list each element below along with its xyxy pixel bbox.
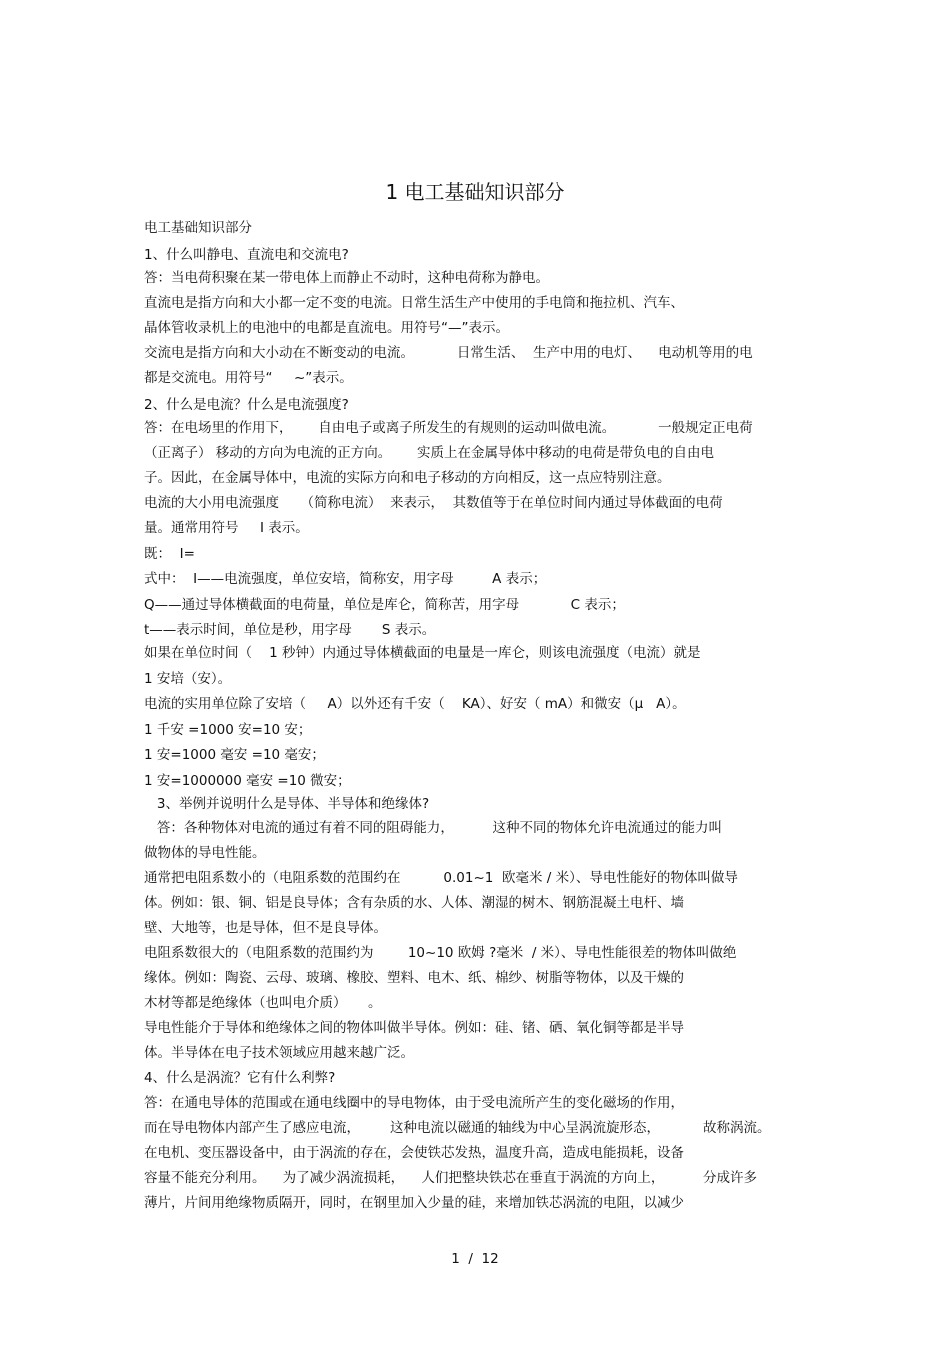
text-line: 1 安=1000000 毫安 =10 微安； <box>144 773 351 789</box>
text-line: 答：在电场里的作用下， 自由电子或离子所发生的有规则的运动叫做电流。 一般规定正电荷 <box>144 420 753 436</box>
text-line: 在电机、变压器设备中，由于涡流的存在，会使铁芯发热，温度升高，造成电能损耗，设备 <box>144 1145 684 1161</box>
text-line: 而在导电物体内部产生了感应电流， 这种电流以磁通的轴线为中心呈涡流旋形态， 故称涡流。 <box>144 1120 771 1136</box>
text-line: 4、什么是涡流？它有什么利弊? <box>144 1070 336 1086</box>
text-line: 通常把电阻系数小的（电阻系数的范围约在 0.01~1 欧毫米 / 米）、导电性能好的物体叫做导 <box>144 870 738 886</box>
text-line: 1、什么叫静电、直流电和交流电? <box>144 247 349 263</box>
text-line: 体。例如：银、铜、铝是良导体；含有杂质的水、人体、潮湿的树木、钢筋混凝土电杆、墙 <box>144 895 684 911</box>
text-line: 答：在通电导体的范围或在通电线圈中的导电物体，由于受电流所产生的变化磁场的作用， <box>144 1095 684 1111</box>
text-line: 1 安培（安）。 <box>144 671 232 687</box>
text-line: 薄片，片间用绝缘物质隔开，同时，在钢里加入少量的硅，来增加铁芯涡流的电阻，以减少 <box>144 1195 684 1211</box>
text-line: 容量不能充分利用。 为了减少涡流损耗， 人们把整块铁芯在垂直于涡流的方向上， 分成许多 <box>144 1170 757 1186</box>
page-number: 1 / 12 <box>451 1251 499 1267</box>
text-line: 导电性能介于导体和绝缘体之间的物体叫做半导体。例如：硅、锗、硒、氧化铜等都是半导 <box>144 1020 684 1036</box>
text-line: 壁、大地等，也是导体，但不是良导体。 <box>144 920 387 936</box>
text-line: 1 安=1000 毫安 =10 毫安； <box>144 747 325 763</box>
text-line: 如果在单位时间（ 1 秒钟）内通过导体横截面的电量是一库仑，则该电流强度（电流）就是 <box>144 645 701 661</box>
text-line: 电流的大小用电流强度 （简称电流） 来表示， 其数值等于在单位时间内通过导体截面的电荷 <box>144 495 723 511</box>
text-line: 式中： I——电流强度，单位安培，简称安，用字母 A 表示； <box>144 571 547 587</box>
text-line: 答：当电荷积聚在某一带电体上而静止不动时，这种电荷称为静电。 <box>144 270 549 286</box>
text-line: 2、什么是电流？什么是电流强度? <box>144 397 349 413</box>
text-line: 直流电是指方向和大小都一定不变的电流。日常生活生产中使用的手电筒和拖拉机、汽车、 <box>144 295 684 311</box>
text-line: 交流电是指方向和大小动在不断变动的电流。 日常生活、 生产中用的电灯、 电动机等用的电 <box>144 345 753 361</box>
text-line: 量。通常用符号 I 表示。 <box>144 520 309 536</box>
text-line: 体。半导体在电子技术领域应用越来越广泛。 <box>144 1045 414 1061</box>
text-line: 都是交流电。用符号“ ~”表示。 <box>144 370 353 386</box>
text-line: 3、举例并说明什么是导体、半导体和绝缘体? <box>144 796 430 812</box>
text-line: 晶体管收录机上的电池中的电都是直流电。用符号“—”表示。 <box>144 320 509 336</box>
text-line: 电阻系数很大的（电阻系数的范围约为 10~10 欧姆 ?毫米 / 米）、导电性能很差的物体叫做绝 <box>144 945 737 961</box>
text-line: t——表示时间，单位是秒，用字母 S 表示。 <box>144 622 436 638</box>
text-line: 子。因此，在金属导体中，电流的实际方向和电子移动的方向相反，这一点应特别注意。 <box>144 470 671 486</box>
text-line: 电工基础知识部分 <box>144 220 252 236</box>
text-line: 做物体的导电性能。 <box>144 845 266 861</box>
page-title: 1 电工基础知识部分 <box>385 180 565 204</box>
text-line: 答：各种物体对电流的通过有着不同的阻碍能力， 这种不同的物体允许电流通过的能力叫 <box>144 820 722 836</box>
text-line: Q——通过导体横截面的电荷量，单位是库仑，简称苦，用字母 C 表示； <box>144 597 625 613</box>
text-line: 既： I= <box>144 546 195 562</box>
text-line: （正离子） 移动的方向为电流的正方向。 实质上在金属导体中移动的电荷是带负电的自由电 <box>144 445 715 461</box>
text-line: 木材等都是绝缘体（也叫电介质） 。 <box>144 995 382 1011</box>
text-line: 1 千安 =1000 安=10 安； <box>144 722 312 738</box>
text-line: 缘体。例如：陶瓷、云母、玻璃、橡胶、塑料、电木、纸、棉纱、树脂等物体，以及干燥的 <box>144 970 684 986</box>
text-line: 电流的实用单位除了安培（ A）以外还有千安（ KA）、好安（ mA）和微安（μ A）。 <box>144 696 686 712</box>
